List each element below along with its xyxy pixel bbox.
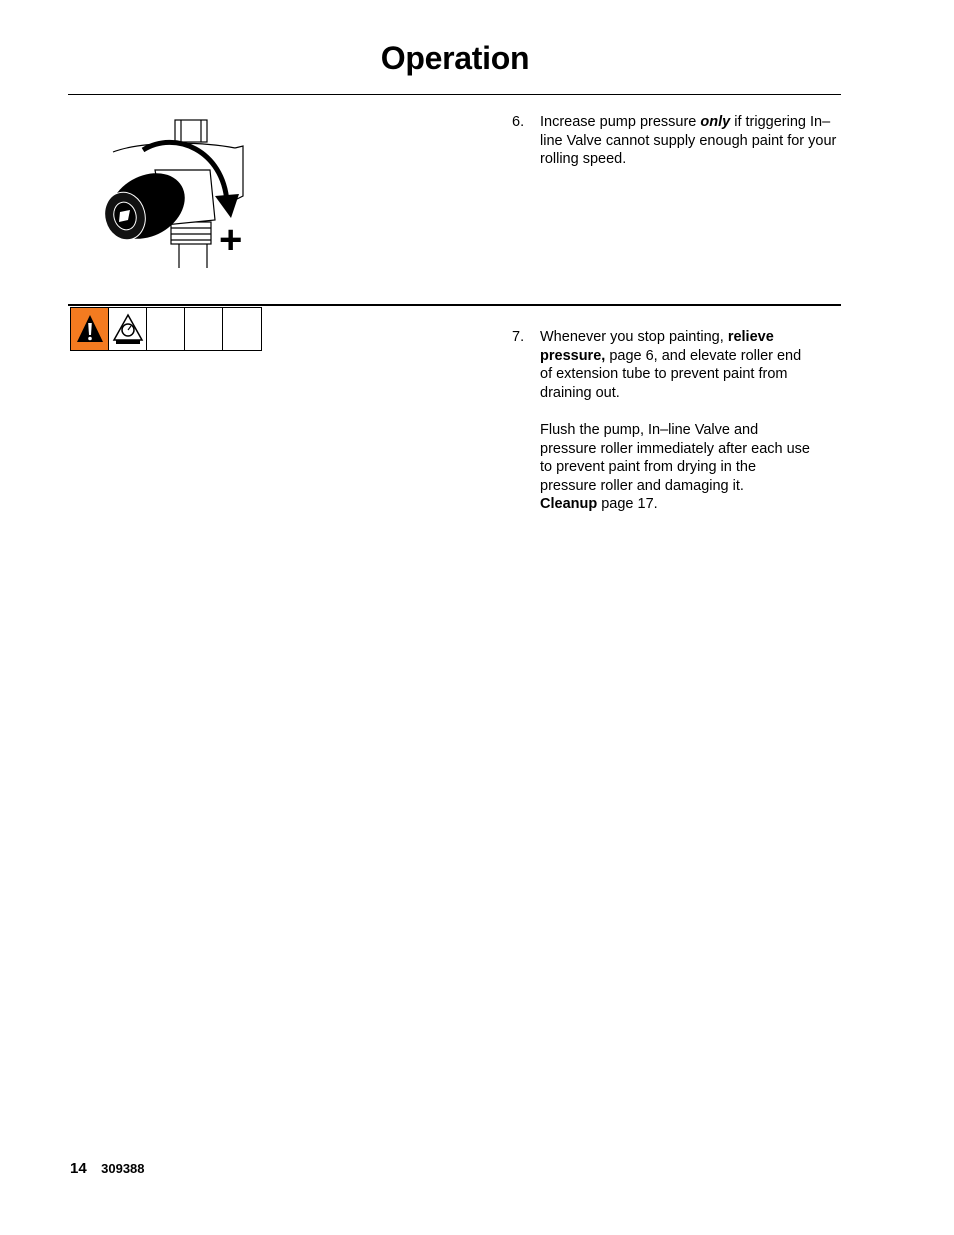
- step-paragraph: [540, 421, 815, 514]
- step-text: [540, 328, 815, 514]
- step-text-part: page 17.: [597, 496, 658, 513]
- step-text-part: Whenever you stop painting,: [540, 329, 728, 345]
- warning-triangle-icon: [75, 313, 105, 345]
- step-number: 7.: [512, 329, 525, 345]
- page-title: Operation: [380, 40, 530, 76]
- page-footer: [70, 1160, 145, 1178]
- step-text: [540, 113, 842, 169]
- step-number: 6.: [512, 114, 525, 130]
- warning-symbol: [71, 308, 109, 350]
- step-bold: Cleanup: [540, 496, 598, 513]
- title-divider: [68, 94, 841, 95]
- step-text-part: Flush the pump, In–line Valve and pressure roller immediately after each use to prevent paint from drying in the pressure roller and damaging it.: [540, 421, 815, 494]
- pressure-relief-symbol: [109, 308, 147, 350]
- pressure-knob-illustration: [95, 110, 255, 270]
- empty-symbol-cell: [185, 308, 223, 350]
- hazard-symbol-row: [70, 307, 262, 351]
- step-text-part: Increase pump pressure: [540, 114, 701, 130]
- step-bold: relieve pressure,: [540, 329, 774, 364]
- document-number: 309388: [101, 1161, 145, 1176]
- pressure-gauge-icon: [112, 313, 144, 345]
- step-emphasis: only: [700, 114, 731, 130]
- plus-sign: +: [219, 218, 243, 262]
- step-text-part: page 6, and elevate roller end of extension tube to prevent paint from draining out.: [540, 347, 802, 401]
- section-divider: [68, 304, 841, 306]
- step-text-part: if triggering In–line Valve cannot supply enough paint for your rolling speed.: [540, 114, 837, 168]
- empty-symbol-cell: [223, 308, 261, 350]
- page-number: 14: [70, 1160, 87, 1177]
- step-paragraph: [540, 328, 812, 402]
- empty-symbol-cell: [147, 308, 185, 350]
